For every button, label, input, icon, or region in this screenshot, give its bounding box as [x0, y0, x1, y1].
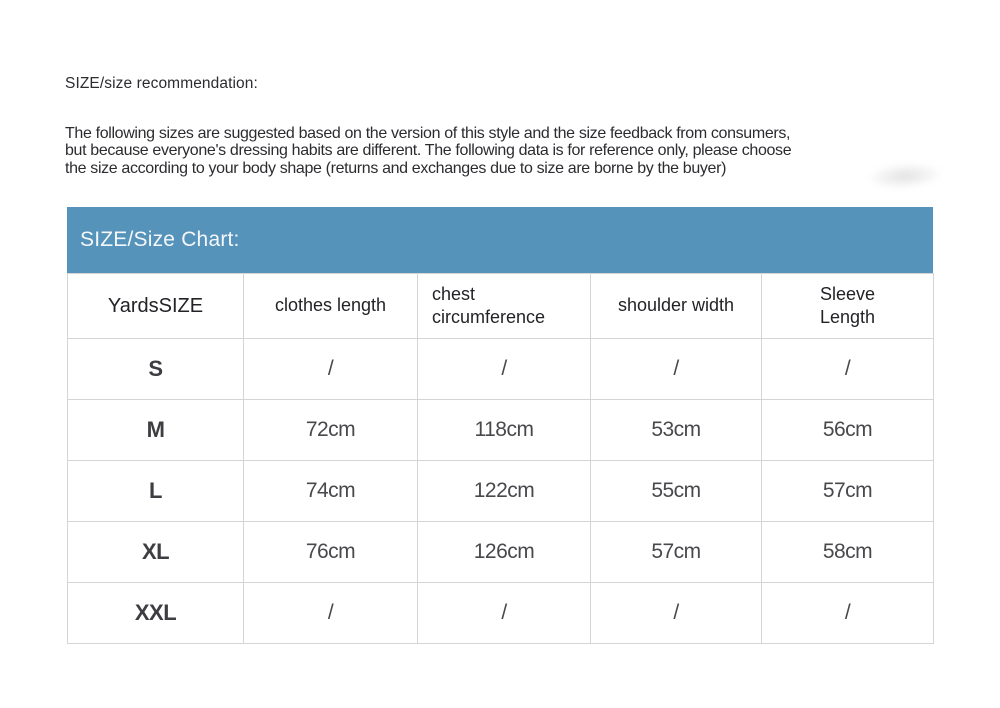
chest-circumference-cell: /: [418, 339, 591, 400]
column-header-clothes-length: clothes length: [244, 274, 418, 339]
size-chart-title: SIZE/Size Chart:: [80, 228, 240, 251]
recommendation-line-1: The following sizes are suggested based on the version of this style and the size feedback from consumers,: [65, 125, 791, 142]
shoulder-width-cell: 55cm: [591, 461, 762, 522]
size-cell: L: [68, 461, 244, 522]
watermark-smudge: [865, 160, 945, 191]
clothes-length-cell: 72cm: [244, 400, 418, 461]
shoulder-width-cell: /: [591, 339, 762, 400]
size-cell: S: [68, 339, 244, 400]
chest-circumference-cell: /: [418, 583, 591, 644]
shoulder-width-cell: 57cm: [591, 522, 762, 583]
chest-circumference-cell: 118cm: [418, 400, 591, 461]
sleeve-length-cell: /: [762, 339, 934, 400]
shoulder-width-cell: /: [591, 583, 762, 644]
sleeve-length-cell: 58cm: [762, 522, 934, 583]
table-row-s: [68, 339, 934, 400]
recommendation-line-3: the size according to your body shape (returns and exchanges due to size are borne by the buyer): [65, 159, 727, 177]
column-header-sleeve-length-label: Sleeve Length: [819, 283, 876, 327]
table-row-m: [68, 400, 934, 461]
column-header-chest-circumference: chest circumference: [418, 274, 591, 339]
recommendation-paragraph: [65, 125, 945, 177]
size-chart-banner: [67, 207, 933, 273]
clothes-length-cell: /: [244, 339, 418, 400]
sleeve-length-cell: 56cm: [762, 400, 934, 461]
size-cell: M: [68, 400, 244, 461]
size-cell: XXL: [68, 583, 244, 644]
recommendation-heading: SIZE/size recommendation:: [65, 75, 258, 92]
sleeve-length-cell: 57cm: [762, 461, 934, 522]
chest-circumference-cell: 122cm: [418, 461, 591, 522]
size-chart-table: [67, 273, 934, 644]
clothes-length-cell: 76cm: [244, 522, 418, 583]
column-header-sleeve-length: [762, 274, 934, 339]
sleeve-length-cell: /: [762, 583, 934, 644]
column-header-size: YardsSIZE: [68, 274, 244, 339]
clothes-length-cell: /: [244, 583, 418, 644]
shoulder-width-cell: 53cm: [591, 400, 762, 461]
table-row-xl: [68, 522, 934, 583]
recommendation-line-2: but because everyone's dressing habits are different. The following data is for reference only, please choose: [65, 142, 792, 160]
table-row-l: [68, 461, 934, 522]
table-header-row: [68, 274, 934, 339]
table-row-xxl: [68, 583, 934, 644]
chest-circumference-cell: 126cm: [418, 522, 591, 583]
size-cell: XL: [68, 522, 244, 583]
column-header-shoulder-width: shoulder width: [591, 274, 762, 339]
clothes-length-cell: 74cm: [244, 461, 418, 522]
